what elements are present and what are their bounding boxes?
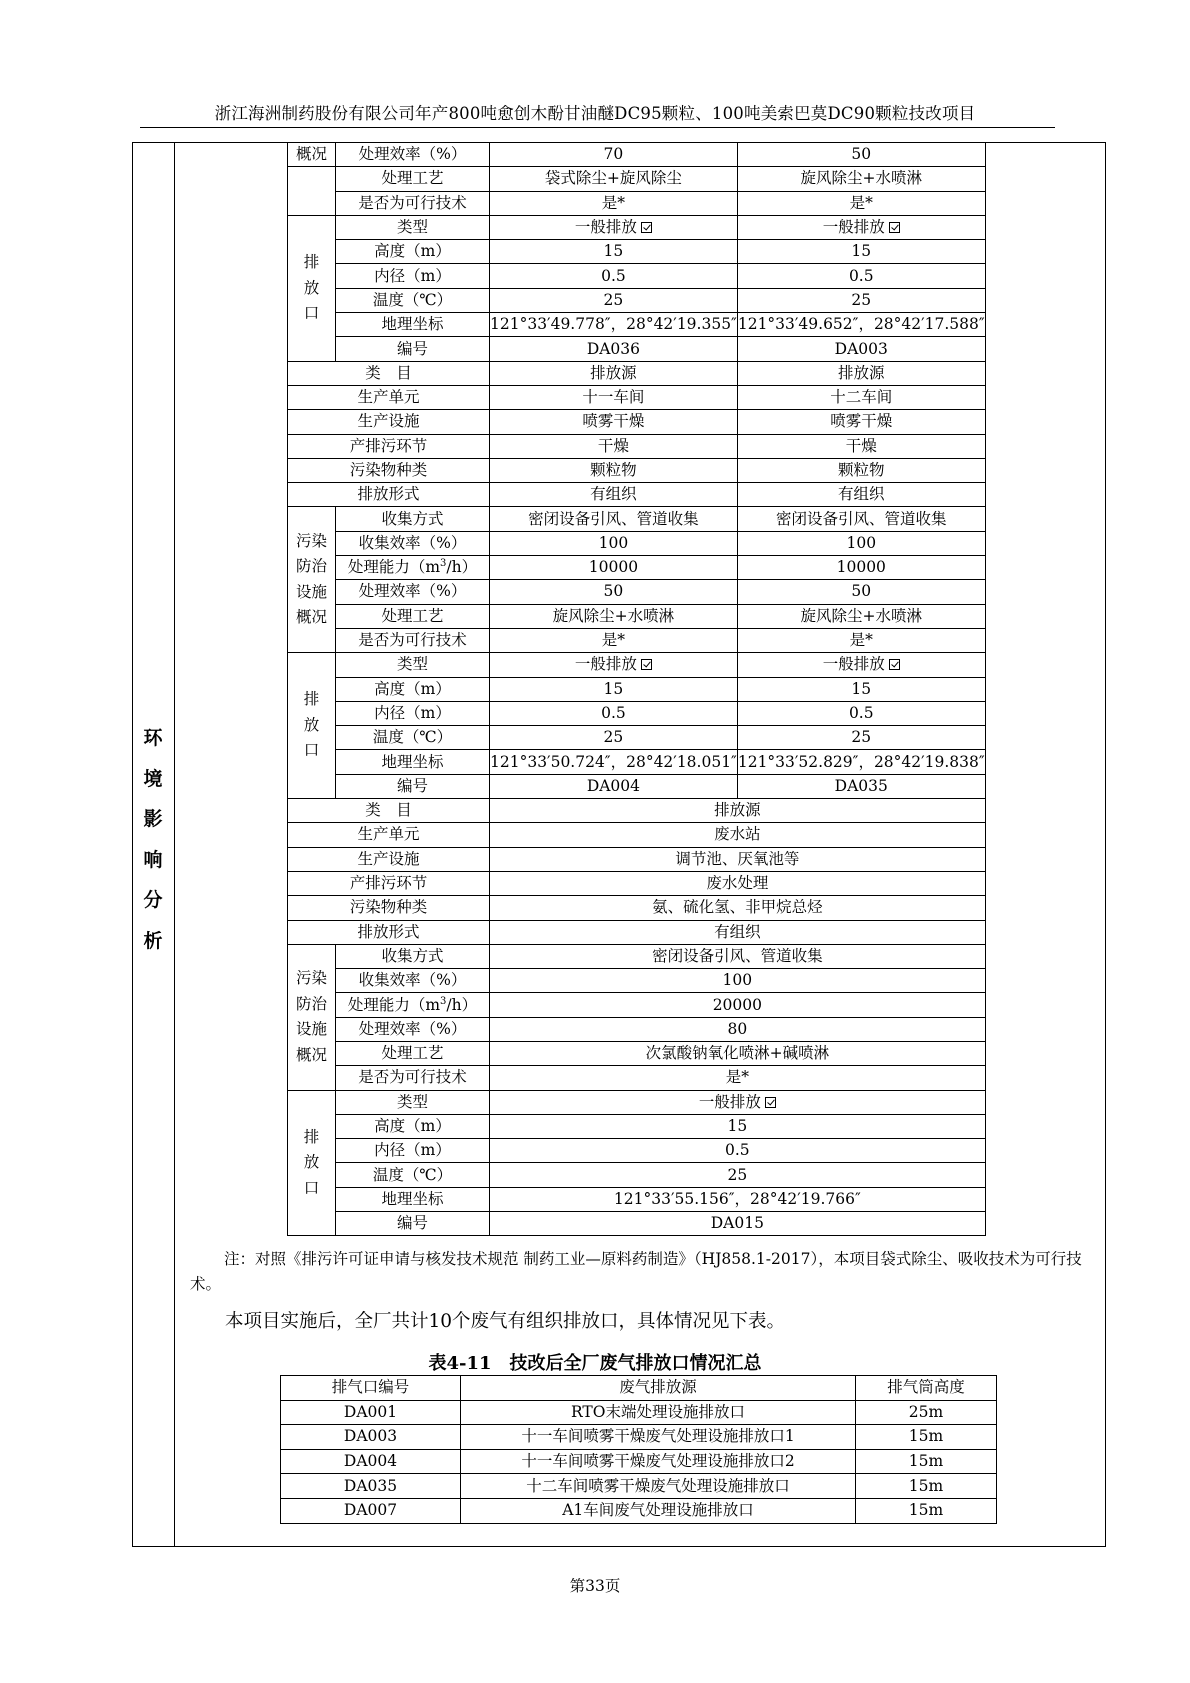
outlet-group-label: 排放口: [288, 653, 336, 799]
table-row: [288, 653, 986, 677]
row-label: 污染物种类: [288, 458, 490, 482]
cell: 121°33′49.778″，28°42′19.355″: [490, 313, 738, 337]
table-row: [288, 1066, 986, 1090]
side-char: 分: [143, 889, 163, 911]
control-group-label: 污染防治设施概况: [288, 507, 336, 653]
cell: 15m: [856, 1474, 997, 1499]
row-label: 高度（m）: [336, 1114, 490, 1138]
cell: 50: [737, 143, 985, 167]
row-label: 编号: [336, 1212, 490, 1236]
cell: 100: [490, 969, 986, 993]
table-row: [288, 701, 986, 725]
row-label: 产排污环节: [288, 871, 490, 895]
label-sup: 3: [440, 558, 447, 570]
cell: 是*: [490, 1066, 986, 1090]
cell: 50: [490, 580, 738, 604]
checkbox-checked-icon: [765, 1097, 776, 1108]
cell: 121°33′50.724″，28°42′18.051″: [490, 750, 738, 774]
cell: 袋式除尘+旋风除尘: [490, 167, 738, 191]
column-header: 排气筒高度: [856, 1376, 997, 1401]
cell: 有组织: [490, 920, 986, 944]
cell: 十一车间喷雾干燥废气处理设施排放口2: [461, 1449, 856, 1474]
table-row: [288, 556, 986, 580]
table-header-row: [281, 1376, 997, 1401]
table-row: [281, 1425, 997, 1450]
row-label: 处理工艺: [336, 1041, 490, 1065]
cell: 15: [737, 677, 985, 701]
side-char: 境: [143, 767, 163, 790]
cell: 0.5: [737, 264, 985, 288]
table-row: [288, 1139, 986, 1163]
table-row: [288, 434, 986, 458]
label-text: /h）: [446, 558, 478, 577]
table-row: [288, 167, 986, 191]
row-label: 地理坐标: [336, 1187, 490, 1211]
emission-source-table: [287, 142, 986, 1236]
type-text: 一般排放: [698, 1092, 761, 1111]
table-row: [288, 313, 986, 337]
cell: 15m: [856, 1425, 997, 1450]
table-row: [288, 215, 986, 239]
table-row: [288, 507, 986, 531]
table-row: [288, 677, 986, 701]
page-header: 浙江海洲制药股份有限公司年产800吨愈创木酚甘油醚DC95颗粒、100吨美索巴莫DC90颗粒技改项目: [214, 104, 976, 123]
cell: DA003: [737, 337, 985, 361]
table-row: [288, 1212, 986, 1236]
table-caption: 表4-11 技改后全厂废气排放口情况汇总: [428, 1353, 762, 1374]
table-row: [288, 750, 986, 774]
table-row: [288, 385, 986, 409]
row-label: 收集效率（%）: [336, 969, 490, 993]
cell: DA001: [281, 1400, 461, 1425]
table-row: [288, 969, 986, 993]
cell: 121°33′49.652″，28°42′17.588″: [737, 313, 985, 337]
cell: 15: [490, 240, 738, 264]
cell: 25: [490, 288, 738, 312]
group-cell: [288, 191, 336, 215]
header-rule: [140, 127, 1055, 128]
cell: DA003: [281, 1425, 461, 1450]
table-row: [281, 1449, 997, 1474]
cell: DA035: [737, 774, 985, 798]
cell: 是*: [490, 628, 738, 652]
cell: DA015: [490, 1212, 986, 1236]
label-text: 处理能力（m: [347, 995, 441, 1014]
cell: 十一车间: [490, 385, 738, 409]
cell: 有组织: [737, 483, 985, 507]
cell: [737, 215, 985, 239]
table-row: [288, 726, 986, 750]
cell: 25: [737, 288, 985, 312]
cell: 氨、硫化氢、非甲烷总烃: [490, 896, 986, 920]
cell: 20000: [490, 993, 986, 1017]
row-label: 是否为可行技术: [336, 191, 490, 215]
label-text: 处理能力（m: [347, 558, 441, 577]
row-label: 处理工艺: [336, 167, 490, 191]
table-row: [288, 823, 986, 847]
table-row: [288, 604, 986, 628]
cell: 0.5: [490, 701, 738, 725]
table-row: [288, 993, 986, 1017]
table-row: [288, 847, 986, 871]
cell: 80: [490, 1017, 986, 1041]
cell: 121°33′55.156″，28°42′19.766″: [490, 1187, 986, 1211]
cell: 调节池、厌氧池等: [490, 847, 986, 871]
table-row: [288, 774, 986, 798]
side-label: [132, 718, 174, 961]
column-header: 排气口编号: [281, 1376, 461, 1401]
table-note: 注：对照《排污许可证申请与核发技术规范 制药工业—原料药制造》（HJ858.1-2017），本项目袋式除尘、吸收技术为可行技术。: [190, 1250, 1082, 1293]
table-row: [288, 240, 986, 264]
cell: 15m: [856, 1449, 997, 1474]
cell: 0.5: [490, 1139, 986, 1163]
cell: 排放源: [490, 361, 738, 385]
checkbox-checked-icon: [889, 222, 900, 233]
row-label: 地理坐标: [336, 750, 490, 774]
cell: 是*: [490, 191, 738, 215]
row-label: 地理坐标: [336, 313, 490, 337]
table-row: [288, 1090, 986, 1114]
cell: 100: [737, 531, 985, 555]
cell: 喷雾干燥: [490, 410, 738, 434]
outlet-group-label: 排放口: [288, 215, 336, 361]
row-label: 类 目: [288, 361, 490, 385]
type-text: 一般排放: [574, 218, 637, 237]
cell: 100: [490, 531, 738, 555]
body-paragraph: 本项目实施后，全厂共计10个废气有组织排放口，具体情况见下表。: [225, 1311, 786, 1332]
row-label: 生产设施: [288, 410, 490, 434]
cell: 十一车间喷雾干燥废气处理设施排放口1: [461, 1425, 856, 1450]
cell: 排放源: [737, 361, 985, 385]
cell: 颗粒物: [490, 458, 738, 482]
row-label: 温度（℃）: [336, 1163, 490, 1187]
cell: 旋风除尘+水喷淋: [737, 167, 985, 191]
side-char: 环: [143, 727, 163, 749]
cell: [490, 1090, 986, 1114]
cell: DA036: [490, 337, 738, 361]
cell: 25: [490, 726, 738, 750]
cell: 次氯酸钠氧化喷淋+碱喷淋: [490, 1041, 986, 1065]
row-label: 排放形式: [288, 483, 490, 507]
row-label: 类 目: [288, 799, 490, 823]
side-char: 析: [143, 929, 163, 952]
row-label: 类型: [336, 215, 490, 239]
table-row: [288, 458, 986, 482]
cell: [737, 653, 985, 677]
label-text: /h）: [446, 995, 478, 1014]
table-row: [288, 871, 986, 895]
cell: 50: [737, 580, 985, 604]
cell: 15: [737, 240, 985, 264]
row-label: 高度（m）: [336, 240, 490, 264]
table-row: [281, 1400, 997, 1425]
table-row: [288, 1017, 986, 1041]
row-label: 高度（m）: [336, 677, 490, 701]
row-label: 内径（m）: [336, 1139, 490, 1163]
cell: 15: [490, 1114, 986, 1138]
table-row: [288, 1187, 986, 1211]
cell: 密闭设备引风、管道收集: [737, 507, 985, 531]
cell: 15: [490, 677, 738, 701]
table-row: [288, 483, 986, 507]
cell: 有组织: [490, 483, 738, 507]
cell: 25: [737, 726, 985, 750]
row-label: 编号: [336, 774, 490, 798]
row-label: 污染物种类: [288, 896, 490, 920]
cell: [490, 653, 738, 677]
group-cell: [288, 167, 336, 191]
row-label: 内径（m）: [336, 264, 490, 288]
table-row: [288, 920, 986, 944]
cell: 十二车间: [737, 385, 985, 409]
cell: DA035: [281, 1474, 461, 1499]
cell: DA004: [281, 1449, 461, 1474]
table-row: [288, 1041, 986, 1065]
type-text: 一般排放: [822, 218, 885, 237]
cell: 10000: [737, 556, 985, 580]
cell: A1车间废气处理设施排放口: [461, 1498, 856, 1523]
outlet-summary-table: [280, 1375, 997, 1524]
row-label: 产排污环节: [288, 434, 490, 458]
cell: 是*: [737, 628, 985, 652]
side-char: 影: [143, 808, 163, 830]
cell: [490, 215, 738, 239]
table-row: [288, 337, 986, 361]
table-row: [288, 799, 986, 823]
table-row: [288, 191, 986, 215]
row-label: 类型: [336, 1090, 490, 1114]
table-row: [288, 531, 986, 555]
cell: 废水处理: [490, 871, 986, 895]
checkbox-checked-icon: [641, 222, 652, 233]
row-label: 收集效率（%）: [336, 531, 490, 555]
cell: 0.5: [737, 701, 985, 725]
table-row: [288, 410, 986, 434]
cell: 密闭设备引风、管道收集: [490, 507, 738, 531]
checkbox-checked-icon: [641, 659, 652, 670]
row-label: 处理效率（%）: [336, 143, 490, 167]
cell: 密闭设备引风、管道收集: [490, 944, 986, 968]
row-label: 温度（℃）: [336, 288, 490, 312]
row-label: 排放形式: [288, 920, 490, 944]
cell: 旋风除尘+水喷淋: [490, 604, 738, 628]
section-divider: [174, 142, 175, 1547]
row-label: 生产单元: [288, 385, 490, 409]
outlet-group-label: 排放口: [288, 1090, 336, 1236]
row-label: 编号: [336, 337, 490, 361]
label-sup: 3: [440, 995, 447, 1007]
cell: 排放源: [490, 799, 986, 823]
row-label: 收集方式: [336, 944, 490, 968]
cell: 颗粒物: [737, 458, 985, 482]
row-label: 收集方式: [336, 507, 490, 531]
row-label: 温度（℃）: [336, 726, 490, 750]
table-row: [288, 288, 986, 312]
table-row: [288, 264, 986, 288]
cell: 废水站: [490, 823, 986, 847]
cell: 喷雾干燥: [737, 410, 985, 434]
cell: 25m: [856, 1400, 997, 1425]
group-label: 概况: [288, 143, 336, 167]
table-row: [288, 944, 986, 968]
cell: 25: [490, 1163, 986, 1187]
row-label: 生产设施: [288, 847, 490, 871]
table-row: [281, 1474, 997, 1499]
type-text: 一般排放: [574, 655, 637, 674]
page-number: 第33页: [569, 1577, 621, 1595]
table-row: [288, 896, 986, 920]
table-row: [281, 1498, 997, 1523]
table-row: [288, 1114, 986, 1138]
row-label: 处理效率（%）: [336, 1017, 490, 1041]
cell: DA007: [281, 1498, 461, 1523]
row-label: 处理工艺: [336, 604, 490, 628]
checkbox-checked-icon: [889, 659, 900, 670]
cell: 旋风除尘+水喷淋: [737, 604, 985, 628]
table-row: [288, 361, 986, 385]
cell: 0.5: [490, 264, 738, 288]
table-row: [288, 143, 986, 167]
row-label: 内径（m）: [336, 701, 490, 725]
row-label: [336, 993, 490, 1017]
cell: RTO末端处理设施排放口: [461, 1400, 856, 1425]
cell: DA004: [490, 774, 738, 798]
cell: 70: [490, 143, 738, 167]
cell: 干燥: [737, 434, 985, 458]
table-row: [288, 580, 986, 604]
row-label: 生产单元: [288, 823, 490, 847]
control-group-label: 污染防治设施概况: [288, 944, 336, 1090]
column-header: 废气排放源: [461, 1376, 856, 1401]
type-text: 一般排放: [822, 655, 885, 674]
table-row: [288, 628, 986, 652]
cell: 是*: [737, 191, 985, 215]
side-char: 响: [143, 848, 163, 871]
row-label: 是否为可行技术: [336, 628, 490, 652]
row-label: 处理效率（%）: [336, 580, 490, 604]
cell: 121°33′52.829″，28°42′19.838″: [737, 750, 985, 774]
table-row: [288, 1163, 986, 1187]
row-label: 类型: [336, 653, 490, 677]
cell: 干燥: [490, 434, 738, 458]
cell: 十二车间喷雾干燥废气处理设施排放口: [461, 1474, 856, 1499]
cell: 10000: [490, 556, 738, 580]
row-label: [336, 556, 490, 580]
cell: 15m: [856, 1498, 997, 1523]
row-label: 是否为可行技术: [336, 1066, 490, 1090]
